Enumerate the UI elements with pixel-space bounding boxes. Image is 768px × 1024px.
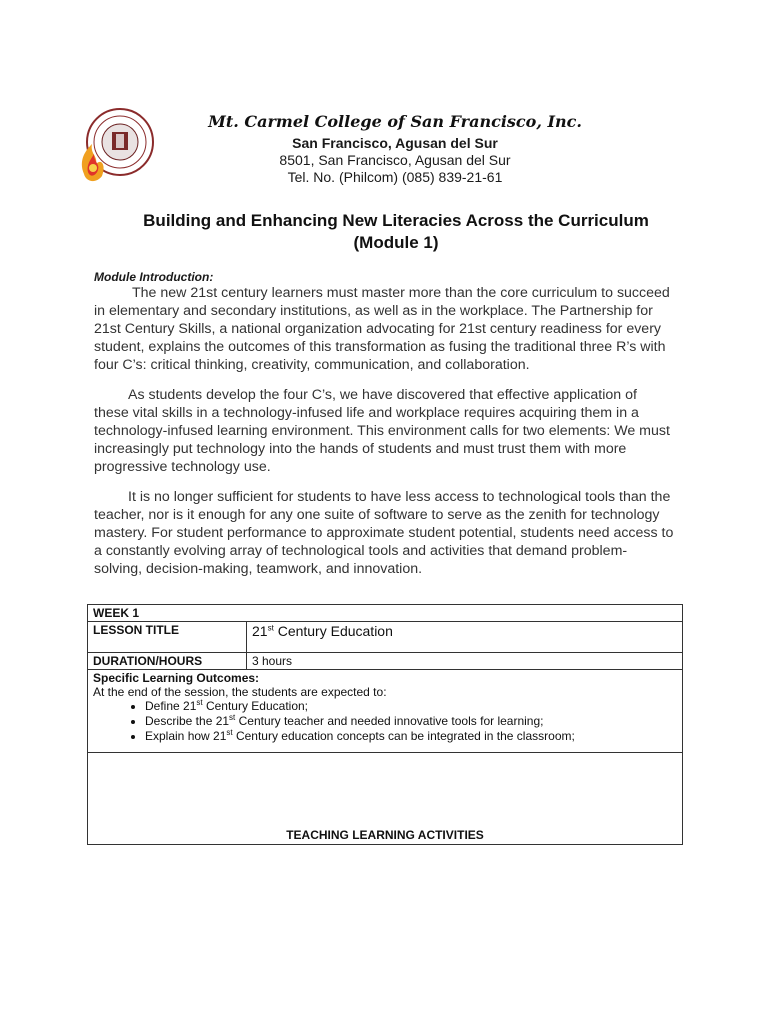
intro-label: Module Introduction: [94, 270, 214, 284]
duration-label: DURATION/HOURS [88, 653, 247, 670]
college-address: 8501, San Francisco, Agusan del Sur [279, 152, 511, 168]
module-title-line1: Building and Enhancing New Literacies Across the Curriculum [143, 211, 649, 230]
outcome-text: Century teacher and needed innovative tools for learning; [235, 714, 544, 728]
college-seal-logo [72, 104, 158, 190]
outcomes-cell [88, 670, 683, 753]
outcome-text: Century Education; [202, 699, 309, 713]
intro-paragraph-1: The new 21st century learners must master more than the core curriculum to succeed in elementary and secondary institutions, as well as in the workplace. The Partnership for 21st Century Skills, a national organization advocating for 21st century readiness for every student, explains the outcomes of this transformation as fusing the traditional three R’s with four C’s: critical thinking, creativity, communication, and collaboration. [94, 285, 670, 373]
lesson-table [87, 604, 683, 845]
outcome-text: Define 21 [145, 699, 197, 713]
outcome-text: Explain how 21 [145, 729, 227, 743]
college-telephone: Tel. No. (Philcom) (085) 839-21-61 [287, 169, 503, 185]
intro-body [94, 284, 674, 590]
outcomes-intro: At the end of the session, the students are expected to: [93, 685, 387, 699]
outcome-superscript: st [226, 728, 233, 737]
module-title [60, 210, 732, 254]
lesson-title-label: LESSON TITLE [88, 622, 247, 653]
college-name: Mt. Carmel College of San Francisco, Inc. [208, 112, 582, 131]
outcome-superscript: st [229, 713, 236, 722]
letterhead [150, 112, 640, 186]
outcome-superscript: st [196, 698, 203, 707]
lesson-title-value [247, 622, 683, 653]
table-row-outcomes [88, 670, 683, 753]
lesson-title-number: 21 [252, 623, 268, 639]
duration-value: 3 hours [247, 653, 683, 670]
outcome-item [145, 714, 677, 729]
lesson-title-text: Century Education [273, 623, 393, 639]
table-row-activities [88, 753, 683, 845]
outcome-item [145, 729, 677, 744]
module-title-line2: (Module 1) [353, 233, 439, 252]
intro-paragraph-3: It is no longer sufficient for students to have less access to technological tools than the teacher, nor is it enough for any one suite of software to serve as the zenith for technology mastery. For student performance to approximate student potential, students need access to a constantly evolving array of technological tools and activities that demand problem-solving, decision-making, teamwork, and innovation. [94, 489, 674, 577]
week-cell: WEEK 1 [88, 605, 683, 622]
teaching-learning-activities-label: TEACHING LEARNING ACTIVITIES [88, 753, 683, 845]
lesson-title-superscript: st [267, 623, 274, 633]
table-row-week [88, 605, 683, 622]
outcome-text: Describe the 21 [145, 714, 230, 728]
outcomes-list [93, 699, 677, 744]
intro-paragraph-2: As students develop the four C’s, we have discovered that effective application of these vital skills in a technology-infused life and workplace requires acquiring them in a technology-infused learning environment. This environment calls for two elements: We must increasingly put technology into the hands of students and must trust them with more progressive technology use. [94, 387, 670, 475]
table-row-lesson-title [88, 622, 683, 653]
college-location: San Francisco, Agusan del Sur [292, 135, 498, 151]
outcomes-title: Specific Learning Outcomes: [93, 671, 260, 685]
outcome-item [145, 699, 677, 714]
table-row-duration [88, 653, 683, 670]
outcome-text: Century education concepts can be integrated in the classroom; [232, 729, 575, 743]
